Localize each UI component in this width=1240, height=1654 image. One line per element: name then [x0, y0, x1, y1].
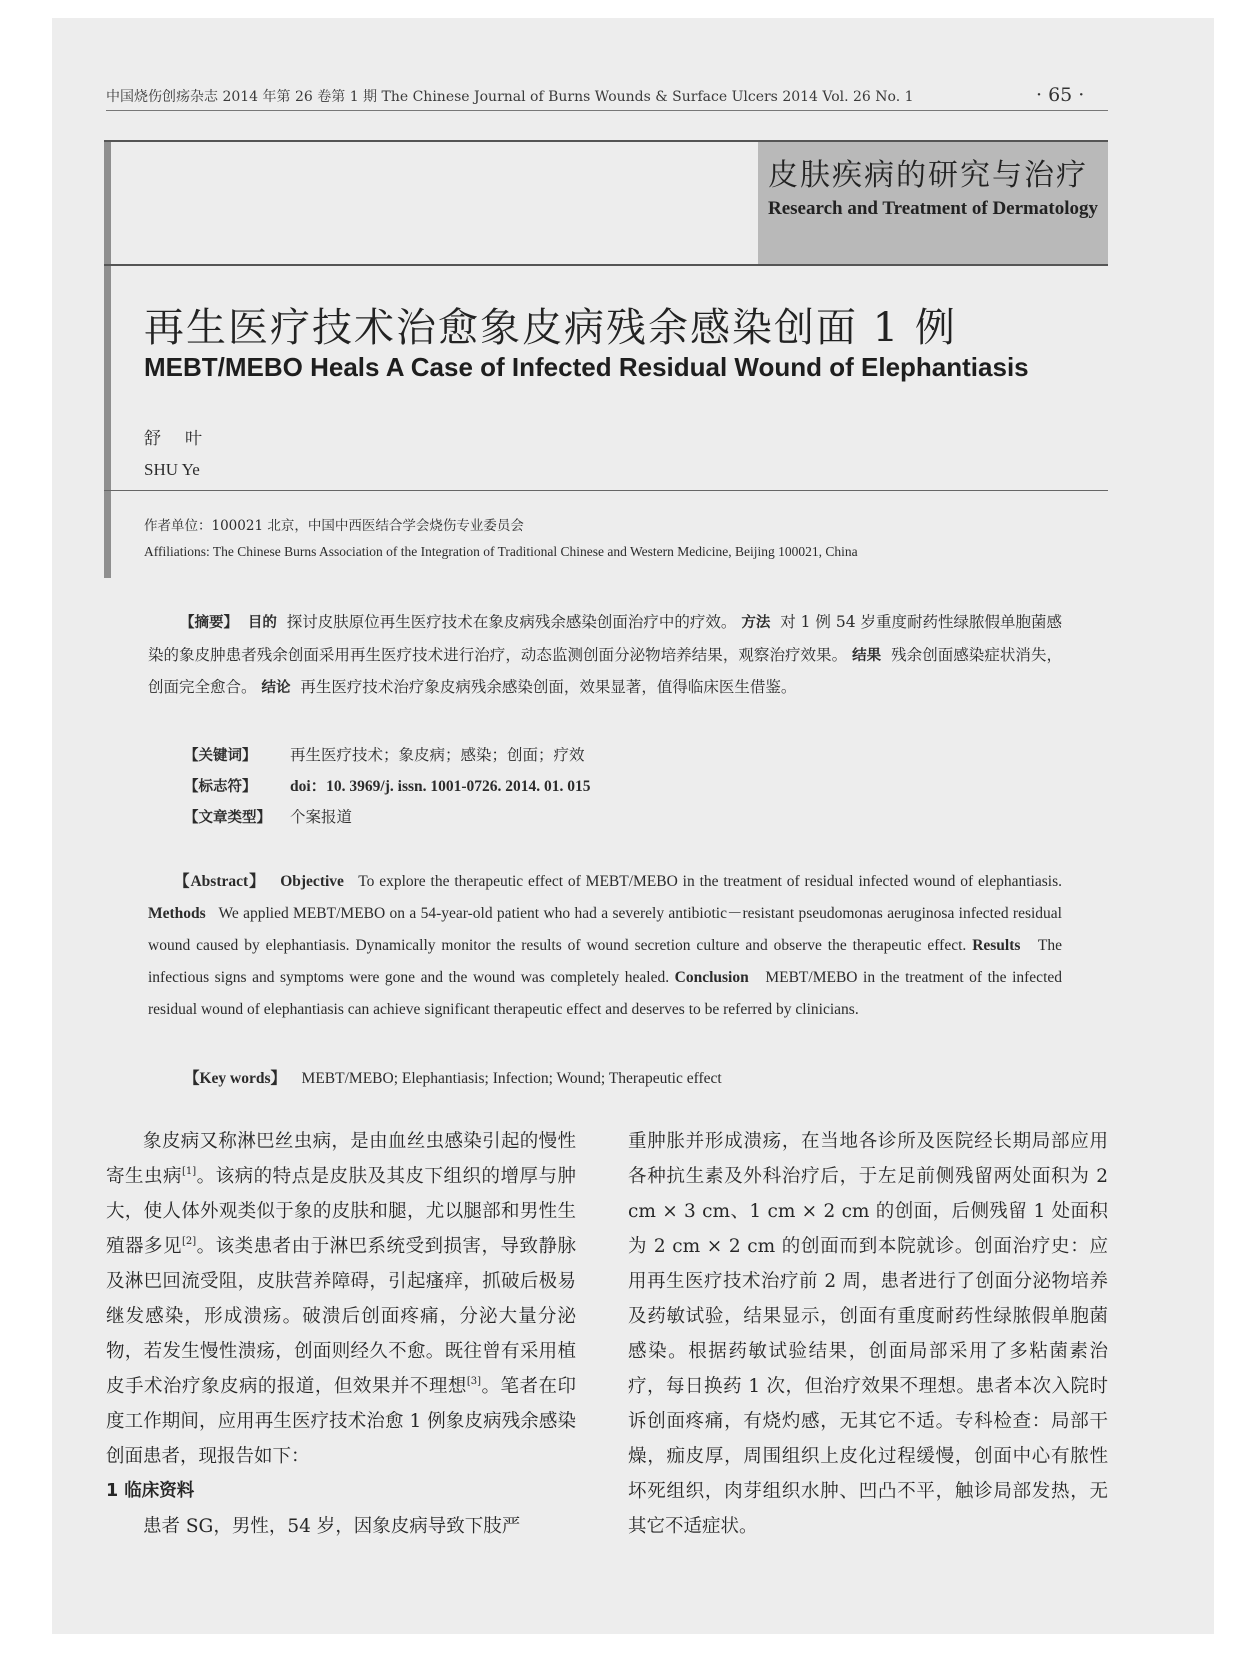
keywords-cn-value: 再生医疗技术；象皮病；感染；创面；疗效	[290, 746, 585, 764]
intro-text-1: 象皮病又称淋巴丝虫病，是由血丝虫感染引起的慢性寄生虫病	[106, 1131, 576, 1187]
section-title-cn: 皮肤疾病的研究与治疗	[768, 158, 1088, 193]
affiliation-cn: 作者单位：100021 北京，中国中西医结合学会烧伤专业委员会	[144, 518, 524, 534]
methods-label-cn: 方法	[741, 615, 771, 631]
page-number: · 65 ·	[1036, 84, 1085, 106]
section-band-bottom-rule	[104, 264, 1108, 266]
methods-text-en: We applied MEBT/MEBO on a 54-year-old patient who had a severely antibiotic－resistant pseudomonas aeruginosa infected residual wound caused by elephantiasis. Dynamically monitor the results of wound secretion culture and observe the therapeutic effect.	[148, 905, 1062, 954]
article-title-cn: 再生医疗技术治愈象皮病残余感染创面 1 例	[144, 305, 957, 351]
keywords-en-tag: 【Key words】	[184, 1070, 287, 1087]
abstract-en-tag: 【Abstract】	[174, 873, 266, 890]
keywords-en-row	[184, 1066, 722, 1088]
doi-value: doi：10. 3969/j. issn. 1001-0726. 2014. 01. 015	[290, 778, 591, 795]
conclusion-label-en: Conclusion	[674, 969, 749, 986]
section-title-en: Research and Treatment of Dermatology	[768, 198, 1098, 219]
doi-row	[184, 774, 591, 796]
results-label-en: Results	[972, 937, 1021, 954]
article-type-tag: 【文章类型】	[184, 810, 271, 826]
objective-label-en: Objective	[280, 873, 344, 890]
intro-text-2: 。该病的特点是皮肤及其皮下组织的增厚与肿大，使人体外观类似于象的皮肤和腿，尤以腿部和男性生殖器多见	[106, 1166, 576, 1257]
conclusion-text-en: MEBT/MEBO in the treatment of the infected residual wound of elephantiasis can achieve significant therapeutic effect and deserves to be referred by clinicians.	[148, 969, 1063, 1018]
citation-3[interactable]: [3]	[466, 1376, 482, 1387]
article-type-value: 个案报道	[290, 808, 353, 826]
header-rule	[106, 110, 1108, 111]
citation-1[interactable]: [1]	[181, 1166, 197, 1177]
intro-paragraph	[106, 1124, 576, 1474]
section-heading-clinical-data: 1 临床资料	[106, 1481, 195, 1501]
objective-text-cn: 探讨皮肤原位再生医疗技术在象皮病残余感染创面治疗中的疗效。	[286, 613, 737, 631]
body-column-right	[628, 1124, 1108, 1544]
body-column-left	[106, 1124, 576, 1544]
keywords-cn-row	[184, 743, 585, 765]
conclusion-text-cn: 再生医疗技术治疗象皮病残余感染创面，效果显著，值得临床医生借鉴。	[300, 678, 797, 696]
case-paragraph-continued: 重肿胀并形成溃疡，在当地各诊所及医院经长期局部应用各种抗生素及外科治疗后，于左足前侧残留两处面积为 2 cm × 3 cm、1 cm × 2 cm 的创面，后侧残留 1 处面积为 2 cm × 2 cm 的创面而到本院就诊。创面治疗史：应用再生医疗技术治疗前 2 周，患者进行了创面分泌物培养及药敏试验，结果显示，创面有重度耐药性绿脓假单胞菌感染。根据药敏试验结果，创面局部采用了多粘菌素治疗，每日换药 1 次，但治疗效果不理想。患者本次入院时诉创面疼痛，有烧灼感，无其它不适。专科检查：局部干燥，痂皮厚，周围组织上皮化过程缓慢，创面中心有脓性坏死组织，肉芽组织水肿、凹凸不平，触诊局部发热，无其它不适症状。	[628, 1131, 1108, 1537]
author-rule	[104, 490, 1108, 491]
results-text-cn: 残余创面感染症状消失，创面完全愈合。	[148, 645, 1062, 696]
article-type-row	[184, 805, 352, 827]
intro-text-4: 。笔者在印度工作期间，应用再生医疗技术治愈 1 例象皮病残余感染创面患者，现报告如下：	[106, 1376, 576, 1467]
methods-text-cn: 对 1 例 54 岁重度耐药性绿脓假单胞菌感染的象皮肿患者残余创面采用再生医疗技术进行治疗，动态监测创面分泌物培养结果，观察治疗效果。	[148, 613, 1063, 664]
conclusion-label-cn: 结论	[261, 680, 291, 696]
author-name-en: SHU Ye	[144, 460, 200, 479]
intro-text-3: 。该类患者由于淋巴系统受到损害，导致静脉及淋巴回流受阻，皮肤营养障碍，引起瘙痒，抓破后极易继发感染，形成溃疡。破溃后创面疼痛，分泌大量分泌物，若发生慢性溃疡，创面则经久不愈。既往曾有采用植皮手术治疗象皮病的报道，但效果并不理想	[106, 1236, 576, 1397]
doi-tag: 【标志符】	[184, 779, 257, 795]
left-accent-bar	[104, 140, 111, 578]
abstract-cn-tag: 【摘要】	[180, 615, 239, 631]
keywords-en-value: MEBT/MEBO; Elephantiasis; Infection; Wound; Therapeutic effect	[301, 1070, 722, 1087]
results-text-en: The infectious signs and symptoms were gone and the wound was completely healed.	[148, 937, 1063, 986]
objective-label-cn: 目的	[247, 615, 277, 631]
abstract-en	[148, 866, 1062, 1026]
objective-text-en: To explore the therapeutic effect of MEBT/MEBO in the treatment of residual infected wound of elephantiasis.	[358, 873, 1062, 890]
abstract-cn	[148, 607, 1062, 705]
citation-2[interactable]: [2]	[181, 1236, 197, 1247]
author-name-cn: 舒叶	[144, 429, 226, 449]
case-paragraph-start: 患者 SG，男性，54 岁，因象皮病导致下肢严	[143, 1516, 521, 1537]
affiliation-en: Affiliations: The Chinese Burns Association of the Integration of Traditional Chinese and Western Medicine, Beijing 100021, China	[144, 544, 858, 559]
results-label-cn: 结果	[852, 647, 882, 664]
running-head: 中国烧伤创疡杂志 2014 年第 26 卷第 1 期 The Chinese Journal of Burns Wounds & Surface Ulcers 2014 Vol. 26 No. 1	[106, 89, 914, 105]
article-title-en: MEBT/MEBO Heals A Case of Infected Residual Wound of Elephantiasis	[144, 352, 1029, 382]
methods-label-en: Methods	[148, 905, 206, 922]
keywords-cn-tag: 【关键词】	[184, 748, 257, 764]
